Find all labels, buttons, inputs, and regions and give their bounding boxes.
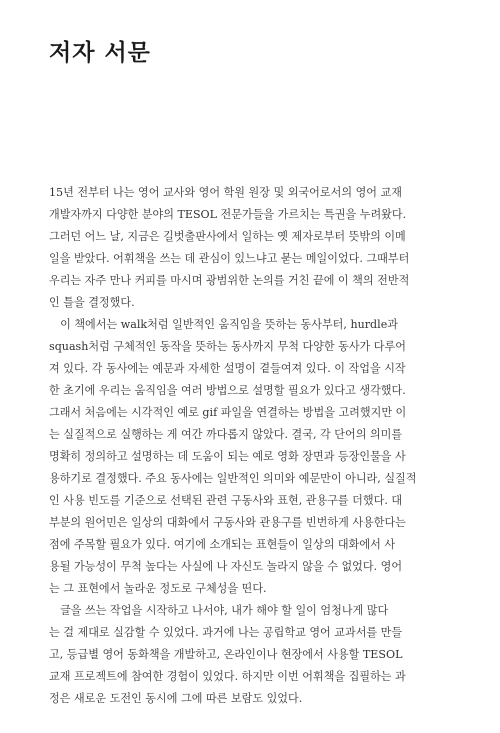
text-line: 고, 등급별 영어 동화책을 개발하고, 온라인이나 현장에서 사용할 TESOL [49,648,403,661]
text-line: 정은 새로운 도전인 동시에 그에 따른 보람도 있었다. [49,692,303,705]
text-line: 그래서 처음에는 시각적인 예로 gif 파일을 연결하는 방법을 고려했지만 이 [49,406,407,419]
text-line: 이 책에서는 walk처럼 일반적인 움직임을 뜻하는 동사부터, hurdle과 [49,318,398,331]
text-line: 인 틀을 결정했다. [49,296,135,309]
page-title: 저자 서문 [49,40,151,66]
text-line: 일을 받았다. 어휘책을 쓰는 데 관심이 있느냐고 묻는 메일이었다. 그때부터 [49,252,410,265]
text-line: 그러던 어느 날, 지금은 길벗출판사에서 일하는 옛 제자로부터 뜻밖의 이메 [49,230,406,243]
paragraph [49,182,456,314]
text-line: 용하기로 결정했다. 주요 동사에는 일반적인 의미와 예문만이 아니라, 실질적 [49,472,417,485]
text-line: 져 있다. 각 동사에는 예문과 자세한 설명이 곁들여져 있다. 이 작업을 시작 [49,362,406,375]
text-line: 한 초기에 우리는 움직임을 여러 방법으로 설명할 필요가 있다고 생각했다. [49,384,406,397]
text-line: 개발자까지 다양한 분야의 TESOL 전문가들을 가르치는 특권을 누려왔다. [49,208,407,221]
paragraph [49,314,456,600]
text-line: squash처럼 구체적인 동작을 뜻하는 동사까지 무척 다양한 동사가 다루어 [49,340,406,353]
paragraph [49,600,456,710]
text-line: 부분의 원어민은 일상의 대화에서 구동사와 관용구를 빈번하게 사용한다는 [49,516,406,529]
text-line: 인 사용 빈도를 기준으로 선택된 관련 구동사와 표현, 관용구를 더했다. 대 [49,494,403,507]
text-line: 는 실질적으로 실행하는 게 여간 까다롭지 않았다. 결국, 각 단어의 의미를 [49,428,403,441]
text-line: 명확히 정의하고 설명하는 데 도움이 되는 예로 영화 장면과 등장인물을 사 [49,450,406,463]
text-line: 15년 전부터 나는 영어 교사와 영어 학원 원장 및 외국어로서의 영어 교재 [49,186,402,199]
text-line: 는 걸 제대로 실감할 수 있었다. 과거에 나는 공립학교 영어 교과서를 만들 [49,626,403,639]
text-line: 용될 가능성이 무척 높다는 사실에 나 자신도 놀라지 않을 수 없었다. 영어 [49,560,403,573]
text-line: 점에 주목할 필요가 있다. 여기에 소개되는 표현들이 일상의 대화에서 사 [49,538,396,551]
preface-body [49,182,456,710]
text-line: 교재 프로젝트에 참여한 경험이 있었다. 하지만 이번 어휘책을 집필하는 과 [49,670,406,683]
text-line: 글을 쓰는 작업을 시작하고 나서야, 내가 해야 할 일이 엄청나게 많다 [49,604,389,617]
text-line: 우리는 자주 만나 커피를 마시며 광범위한 논의를 거친 끝에 이 책의 전반적 [49,274,410,287]
text-line: 는 그 표현에서 놀라운 정도로 구체성을 띤다. [49,582,267,595]
